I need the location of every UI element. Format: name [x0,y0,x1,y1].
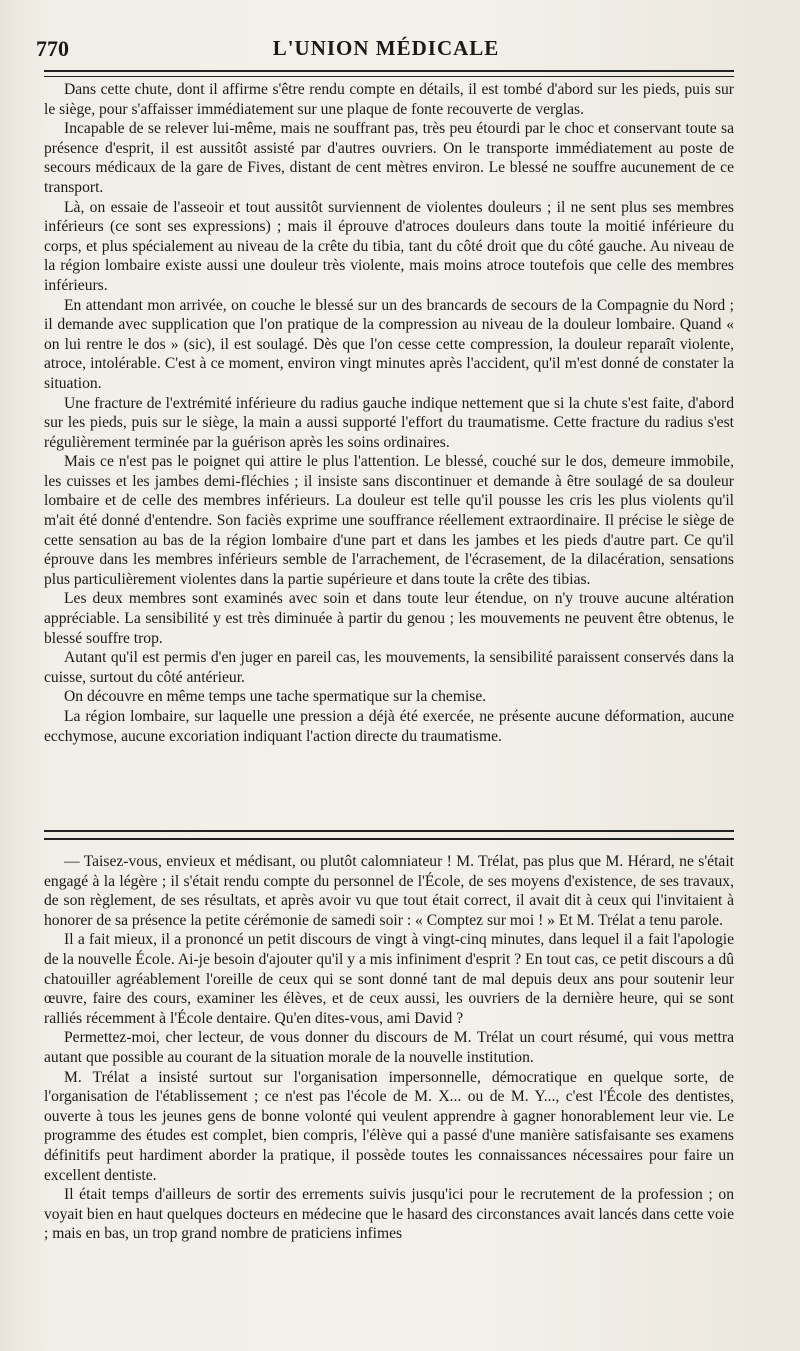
paragraph: Permettez-moi, cher lecteur, de vous donner du discours de M. Trélat un court résumé, qui vous mettra autant que possible au courant de la situation morale de la nouvelle institution. [44,1029,734,1066]
paragraph: M. Trélat a insisté surtout sur l'organisation impersonnelle, démocratique en quelque sorte, de l'organisation de l'établissement ; ce n'est pas l'école de M. X... ou de M. Y..., c'est l'École des dentistes, ouverte à tous les jeunes gens de bonne volonté qui veulent apprendre à gagner honorablement leur vie. Le programme des études est complet, bien compris, l'élève qui a passé d'une manière satisfaisante ses examens définitifs peut hardiment aborder la pratique, il possède toutes les connaissances nécessaires pour faire un excellent dentiste. [44,1068,734,1184]
paragraph: Une fracture de l'extrémité inférieure du radius gauche indique nettement que si la chute s'est faite, d'abord sur les pieds, puis sur le siège, la main a aussi supporté l'effort du traumatisme. Cette fracture du radius s'est régulièrement terminée par la guérison après les soins ordinaires. [44,394,734,451]
paragraph: Il a fait mieux, il a prononcé un petit discours de vingt à vingt-cinq minutes, dans lequel il a fait l'apologie de la nouvelle École. Ai-je besoin d'ajouter qu'il y a mis infiniment d'esprit ? En tout cas, ce petit discours a dû chatouiller agréablement l'oreille de ceux qui se sont donné tant de mal depuis deux ans pour soutenir leur œuvre, faire des cours, examiner les élèves, et de ceux aussi, les ouvriers de la dernière heure, qui se sont ralliés récemment à l'École dentaire. Qu'en dites-vous, ami David ? [44,931,734,1027]
page-number: 770 [36,36,69,61]
journal-title: L'UNION MÉDICALE [272,36,500,60]
paragraph: — Taisez-vous, envieux et médisant, ou plutôt calomniateur ! M. Trélat, pas plus que M. Hérard, ne s'était engagé à la légère ; il s'était rendu compte du personnel de l'École, de ses moyens d'existence, de ses travaux, de son règlement, de ses résultats, et après avoir vu que tout était correct, il avait dit à ceux qui l'invitaient à honorer de sa présence la petite cérémonie de samedi soir : « Comptez sur moi ! » Et M. Trélat a tenu parole. [44,853,734,929]
running-header [36,30,736,64]
header-rule [44,70,734,77]
paragraph: Les deux membres sont examinés avec soin et dans toute leur étendue, on n'y trouve aucune altération appréciable. La sensibilité y est très diminuée à partir du genou ; les mouvements ne peuvent être obtenus, le blessé souffre trop. [44,590,734,647]
article-section-case-report [44,80,734,746]
paragraph: Incapable de se relever lui-même, mais ne souffrant pas, très peu étourdi par le choc et conservant toute sa présence d'esprit, il est aussitôt assisté par d'autres ouvriers. On le transporte immédiatement au poste de secours médicaux de la gare de Fives, distant de cent mètres environ. Le blessé ne souffre aucunement de ce transport. [44,120,734,196]
paragraph: Là, on essaie de l'asseoir et tout aussitôt surviennent de violentes douleurs ; il ne sent plus ses membres inférieurs (ce sont ses expressions) ; mais il éprouve d'atroces douleurs dans toute la moitié inférieure du corps, et plus spécialement au niveau de la crête du tibia, tant du côté droit que du côté gauche. Au niveau de la région lombaire existe aussi une douleur très violente, mais moins atroce toutefois que celle des membres inférieurs. [44,198,734,294]
article-section-feuilleton [44,852,734,1244]
paragraph: On découvre en même temps une tache spermatique sur la chemise. [64,688,487,706]
section-divider [44,830,734,840]
paragraph: Il était temps d'ailleurs de sortir des errements suivis jusqu'ici pour le recrutement de la profession ; on voyait bien en haut quelques docteurs en médecine que le hasard des circonstances avait lancés dans cette voie ; mais en bas, un trop grand nombre de praticiens infimes [44,1186,734,1243]
paragraph: En attendant mon arrivée, on couche le blessé sur un des brancards de secours de la Compagnie du Nord ; il demande avec supplication que l'on pratique de la compression au niveau de la douleur lombaire. Quand « on lui rentre le dos » (sic), il est soulagé. Dès que l'on cesse cette compression, la douleur reparaît violente, atroce, intolérable. C'est à ce moment, environ vingt minutes après l'accident, qu'il m'est donné de constater la situation. [44,296,734,392]
paragraph: Autant qu'il est permis d'en juger en pareil cas, les mouvements, la sensibilité paraissent conservés dans la cuisse, surtout du côté antérieur. [44,649,734,686]
paragraph: Dans cette chute, dont il affirme s'être rendu compte en détails, il est tombé d'abord sur les pieds, puis sur le siège, pour s'affaisser immédiatement sur une plaque de fonte recouverte de verglas. [44,81,734,118]
paragraph: La région lombaire, sur laquelle une pression a déjà été exercée, ne présente aucune déformation, aucune ecchymose, aucune excoriation indiquant l'action directe du traumatisme. [44,708,734,745]
paragraph: Mais ce n'est pas le poignet qui attire le plus l'attention. Le blessé, couché sur le dos, demeure immobile, les cuisses et les jambes demi-fléchies ; il insiste sans discontinuer et demande à être soulagé de sa douleur lombaire et de celle des membres inférieurs. La douleur est telle qu'il pousse les cris les plus violents qu'il m'ait été donné d'entendre. Son faciès exprime une souffrance réellement extraordinaire. Il précise le siège de cette sensation au bas de la région lombaire d'une part et dans les jambes et les pieds d'autre part. Ce qu'il éprouve dans les membres inférieurs semble de l'arrachement, de l'écrasement, de la dilacération, sensations plus particulièrement violentes dans la partie supérieure et dans toute la crête des tibias. [44,453,734,588]
